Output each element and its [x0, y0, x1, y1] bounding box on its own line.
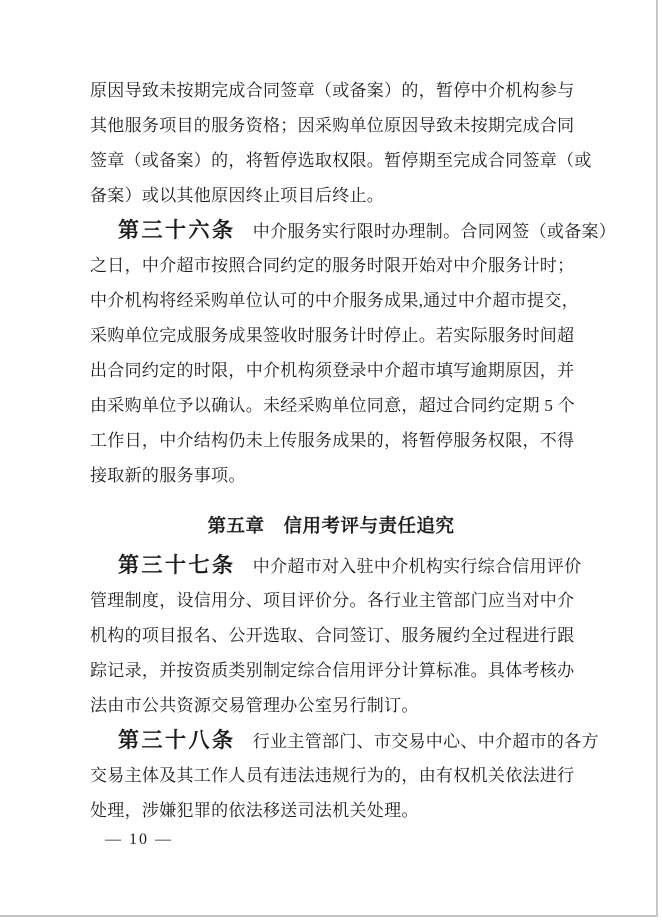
text-line — [90, 423, 575, 458]
text-line — [90, 213, 617, 248]
text-line — [90, 73, 575, 108]
text-line — [90, 618, 575, 653]
article-number: 第三十七条 — [118, 553, 236, 577]
article-number: 第三十六条 — [118, 218, 236, 242]
line-text: 交易主体及其工作人员有违法违规行为的，由有权机关依法进行 — [90, 766, 575, 785]
text-line — [90, 108, 575, 143]
page-number: — 10 — — [105, 831, 173, 848]
line-text: 采购单位完成服务成果签收时服务计时停止。若实际服务时间超 — [90, 326, 575, 345]
line-text: 签章（或备案）的，将暂停选取权限。暂停期至完成合同签章（或 — [90, 151, 592, 170]
line-text: 其他服务项目的服务资格；因采购单位原因导致未按期完成合同 — [90, 116, 575, 135]
line-text: 接取新的服务事项。 — [90, 466, 246, 485]
line-text: 之日，中介超市按照合同约定的服务时限开始对中介服务计时； — [90, 256, 575, 275]
line-text: 工作日，中介结构仍未上传服务成果的，将暂停服务权限，不得 — [90, 431, 575, 450]
text-line — [90, 318, 575, 353]
text-line — [90, 143, 592, 178]
line-text: 法由市公共资源交易管理办公室另行制订。 — [90, 696, 419, 715]
line-text: 踪记录，并按资质类别制定综合信用评分计算标准。具体考核办 — [90, 661, 575, 680]
scan-edge-right — [656, 0, 658, 917]
line-text: 行业主管部门、市交易中心、中介超市的各方 — [235, 732, 599, 751]
scan-edge-bottom — [0, 915, 658, 917]
text-line — [90, 248, 575, 283]
text-line — [90, 723, 599, 758]
line-text: 处理，涉嫌犯罪的依法移送司法机关处理。 — [90, 801, 419, 820]
text-line — [90, 583, 575, 618]
line-text: 中介服务实行限时办理制。合同网签（或备案） — [235, 222, 617, 241]
article-number: 第三十八条 — [118, 728, 236, 752]
text-line — [90, 353, 575, 388]
text-line — [90, 283, 579, 318]
chapter-heading: 第五章 信用考评与责任追究 — [207, 515, 455, 536]
text-line — [90, 178, 572, 213]
line-text: 原因导致未按期完成合同签章（或备案）的，暂停中介机构参与 — [90, 81, 575, 100]
text-line — [90, 548, 582, 583]
text-line — [90, 688, 572, 723]
line-text: 中介超市对入驻中介机构实行综合信用评价 — [235, 557, 582, 576]
line-text: 机构的项目报名、公开选取、合同签订、服务履约全过程进行跟 — [90, 626, 575, 645]
text-line — [90, 653, 575, 688]
line-text: 中介机构将经采购单位认可的中介服务成果,通过中介超市提交， — [90, 291, 579, 310]
line-text: 由采购单位予以确认。未经采购单位同意，超过合同约定期 5 个 — [90, 396, 575, 415]
text-line — [90, 458, 572, 493]
text-line — [90, 388, 575, 423]
text-line — [90, 758, 575, 793]
line-text: 备案）或以其他原因终止项目后终止。 — [90, 186, 385, 205]
line-text: 管理制度，设信用分、项目评价分。各行业主管部门应当对中介 — [90, 591, 575, 610]
text-line — [90, 793, 572, 828]
line-text: 出合同约定的时限，中介机构须登录中介超市填写逾期原因，并 — [90, 361, 575, 380]
document-body — [90, 73, 617, 828]
